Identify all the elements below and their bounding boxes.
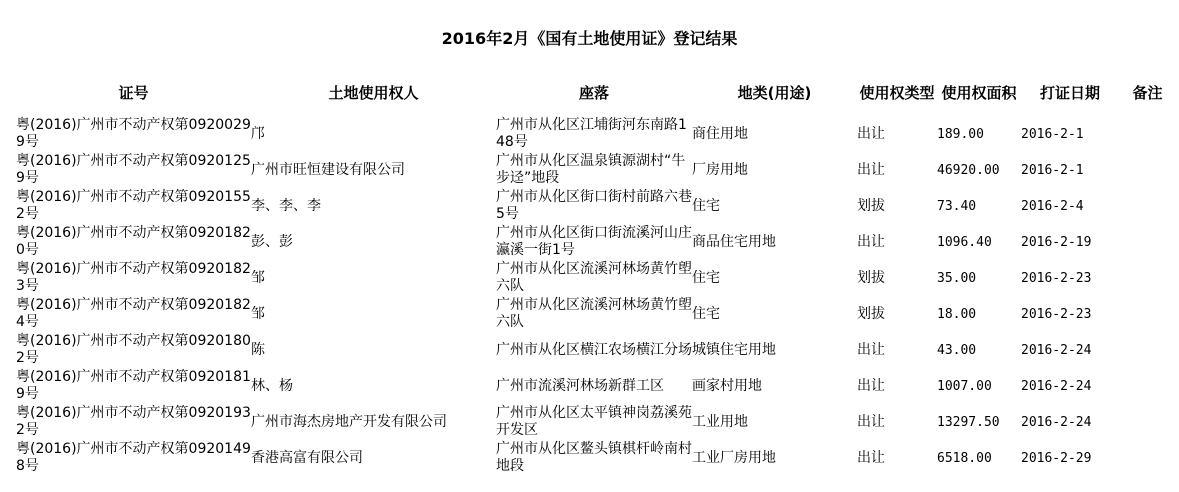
table-row [16, 188, 1176, 224]
owner-cell: 香港高富有限公司 [251, 449, 363, 466]
issue-date-cell: 2016-2-19 [1021, 234, 1092, 250]
note-cell [1119, 296, 1176, 332]
right-type-cell: 出让 [857, 125, 885, 142]
area-cell: 18.00 [937, 306, 977, 322]
table-row [16, 296, 1176, 332]
issue-date-cell: 2016-2-1 [1021, 162, 1084, 178]
header-area: 使用权面积 [941, 83, 1017, 102]
right-type-cell: 划拔 [857, 269, 885, 286]
owner-cell: 广州市旺恒建设有限公司 [251, 161, 405, 178]
area-cell: 1096.40 [937, 234, 992, 250]
owner-cell: 邝 [251, 125, 265, 142]
cert-no-cell: 粤(2016)广州市不动产权第09201498号 [16, 441, 251, 474]
land-use-cell: 商住用地 [692, 125, 748, 142]
header-right-type: 使用权类型 [859, 83, 935, 102]
header-note: 备注 [1132, 83, 1163, 102]
cert-no-cell: 粤(2016)广州市不动产权第09201552号 [16, 189, 251, 222]
location-cell: 广州市从化区鳌头镇棋杆岭南村地段 [496, 441, 692, 474]
location-cell: 广州市从化区街口街村前路六巷5号 [496, 189, 692, 222]
note-cell [1119, 440, 1176, 476]
cert-no-cell: 粤(2016)广州市不动产权第09201824号 [16, 297, 251, 330]
right-type-cell: 出让 [857, 413, 885, 430]
location-cell: 广州市从化区流溪河林场黄竹塱六队 [496, 261, 692, 294]
issue-date-cell: 2016-2-23 [1021, 270, 1092, 286]
area-cell: 6518.00 [937, 450, 992, 466]
land-use-cell: 商品住宅用地 [692, 233, 776, 250]
table-row [16, 404, 1176, 440]
cert-no-cell: 粤(2016)广州市不动产权第09200299号 [16, 117, 251, 150]
right-type-cell: 出让 [857, 341, 885, 358]
table-row [16, 440, 1176, 476]
area-cell: 1007.00 [937, 378, 992, 394]
note-cell [1119, 152, 1176, 188]
cert-no-cell: 粤(2016)广州市不动产权第09201820号 [16, 225, 251, 258]
header-location: 座落 [578, 83, 609, 102]
owner-cell: 邹 [251, 269, 265, 286]
right-type-cell: 划拔 [857, 197, 885, 214]
header-cert-no: 证号 [118, 83, 149, 102]
land-use-cell: 城镇住宅用地 [692, 341, 776, 358]
cert-no-cell: 粤(2016)广州市不动产权第09201802号 [16, 333, 251, 366]
issue-date-cell: 2016-2-24 [1021, 342, 1092, 358]
header-land-use: 地类(用途) [737, 83, 812, 102]
note-cell [1119, 368, 1176, 404]
page-title: 2016年2月《国有土地使用证》登记结果 [441, 29, 738, 48]
issue-date-cell: 2016-2-29 [1021, 450, 1092, 466]
issue-date-cell: 2016-2-23 [1021, 306, 1092, 322]
table-row [16, 224, 1176, 260]
owner-cell: 广州市海杰房地产开发有限公司 [251, 413, 447, 430]
land-use-cell: 住宅 [692, 305, 720, 322]
land-use-cell: 住宅 [692, 269, 720, 286]
area-cell: 43.00 [937, 342, 977, 358]
right-type-cell: 出让 [857, 377, 885, 394]
owner-cell: 李、李、李 [251, 197, 321, 214]
table-row [16, 116, 1176, 152]
area-cell: 73.40 [937, 198, 977, 214]
owner-cell: 陈 [251, 341, 265, 358]
land-use-cell: 工业厂房用地 [692, 449, 776, 466]
area-cell: 13297.50 [937, 414, 1000, 430]
cert-no-cell: 粤(2016)广州市不动产权第09201819号 [16, 369, 251, 402]
table-row [16, 368, 1176, 404]
land-use-cell: 厂房用地 [692, 161, 748, 178]
cert-no-cell: 粤(2016)广州市不动产权第09201823号 [16, 261, 251, 294]
location-cell: 广州市从化区温泉镇源湖村“牛步迳”地段 [496, 153, 686, 186]
header-issue-date: 打证日期 [1039, 83, 1100, 102]
owner-cell: 邹 [251, 305, 265, 322]
right-type-cell: 出让 [857, 449, 885, 466]
note-cell [1119, 188, 1176, 224]
issue-date-cell: 2016-2-24 [1021, 378, 1092, 394]
note-cell [1119, 404, 1176, 440]
issue-date-cell: 2016-2-4 [1021, 198, 1084, 214]
area-cell: 46920.00 [937, 162, 1000, 178]
location-cell: 广州市从化区流溪河林场黄竹塱六队 [496, 297, 692, 330]
note-cell [1119, 332, 1176, 368]
location-cell: 广州市从化区江埔街河东南路148号 [496, 117, 687, 150]
issue-date-cell: 2016-2-24 [1021, 414, 1092, 430]
registration-table [16, 70, 1176, 476]
cert-no-cell: 粤(2016)广州市不动产权第09201932号 [16, 405, 251, 438]
note-cell [1119, 224, 1176, 260]
issue-date-cell: 2016-2-1 [1021, 126, 1084, 142]
note-cell [1119, 260, 1176, 296]
right-type-cell: 划拔 [857, 305, 885, 322]
table-header-row [16, 70, 1176, 116]
location-cell: 广州市从化区太平镇神岗荔溪苑开发区 [496, 405, 692, 438]
note-cell [1119, 116, 1176, 152]
location-cell: 广州市流溪河林场新群工区 [496, 377, 664, 394]
table-row [16, 260, 1176, 296]
header-owner: 土地使用权人 [328, 83, 419, 102]
land-use-cell: 住宅 [692, 197, 720, 214]
table-row [16, 152, 1176, 188]
owner-cell: 彭、彭 [251, 233, 293, 250]
table-row [16, 332, 1176, 368]
land-use-cell: 画家村用地 [692, 377, 762, 394]
right-type-cell: 出让 [857, 161, 885, 178]
location-cell: 广州市从化区街口街流溪河山庄瀛溪一街1号 [496, 225, 692, 258]
area-cell: 35.00 [937, 270, 977, 286]
location-cell: 广州市从化区横江农场横江分场 [496, 341, 692, 358]
cert-no-cell: 粤(2016)广州市不动产权第09201259号 [16, 153, 251, 186]
area-cell: 189.00 [937, 126, 984, 142]
right-type-cell: 出让 [857, 233, 885, 250]
land-use-cell: 工业用地 [692, 413, 748, 430]
owner-cell: 林、杨 [251, 377, 293, 394]
